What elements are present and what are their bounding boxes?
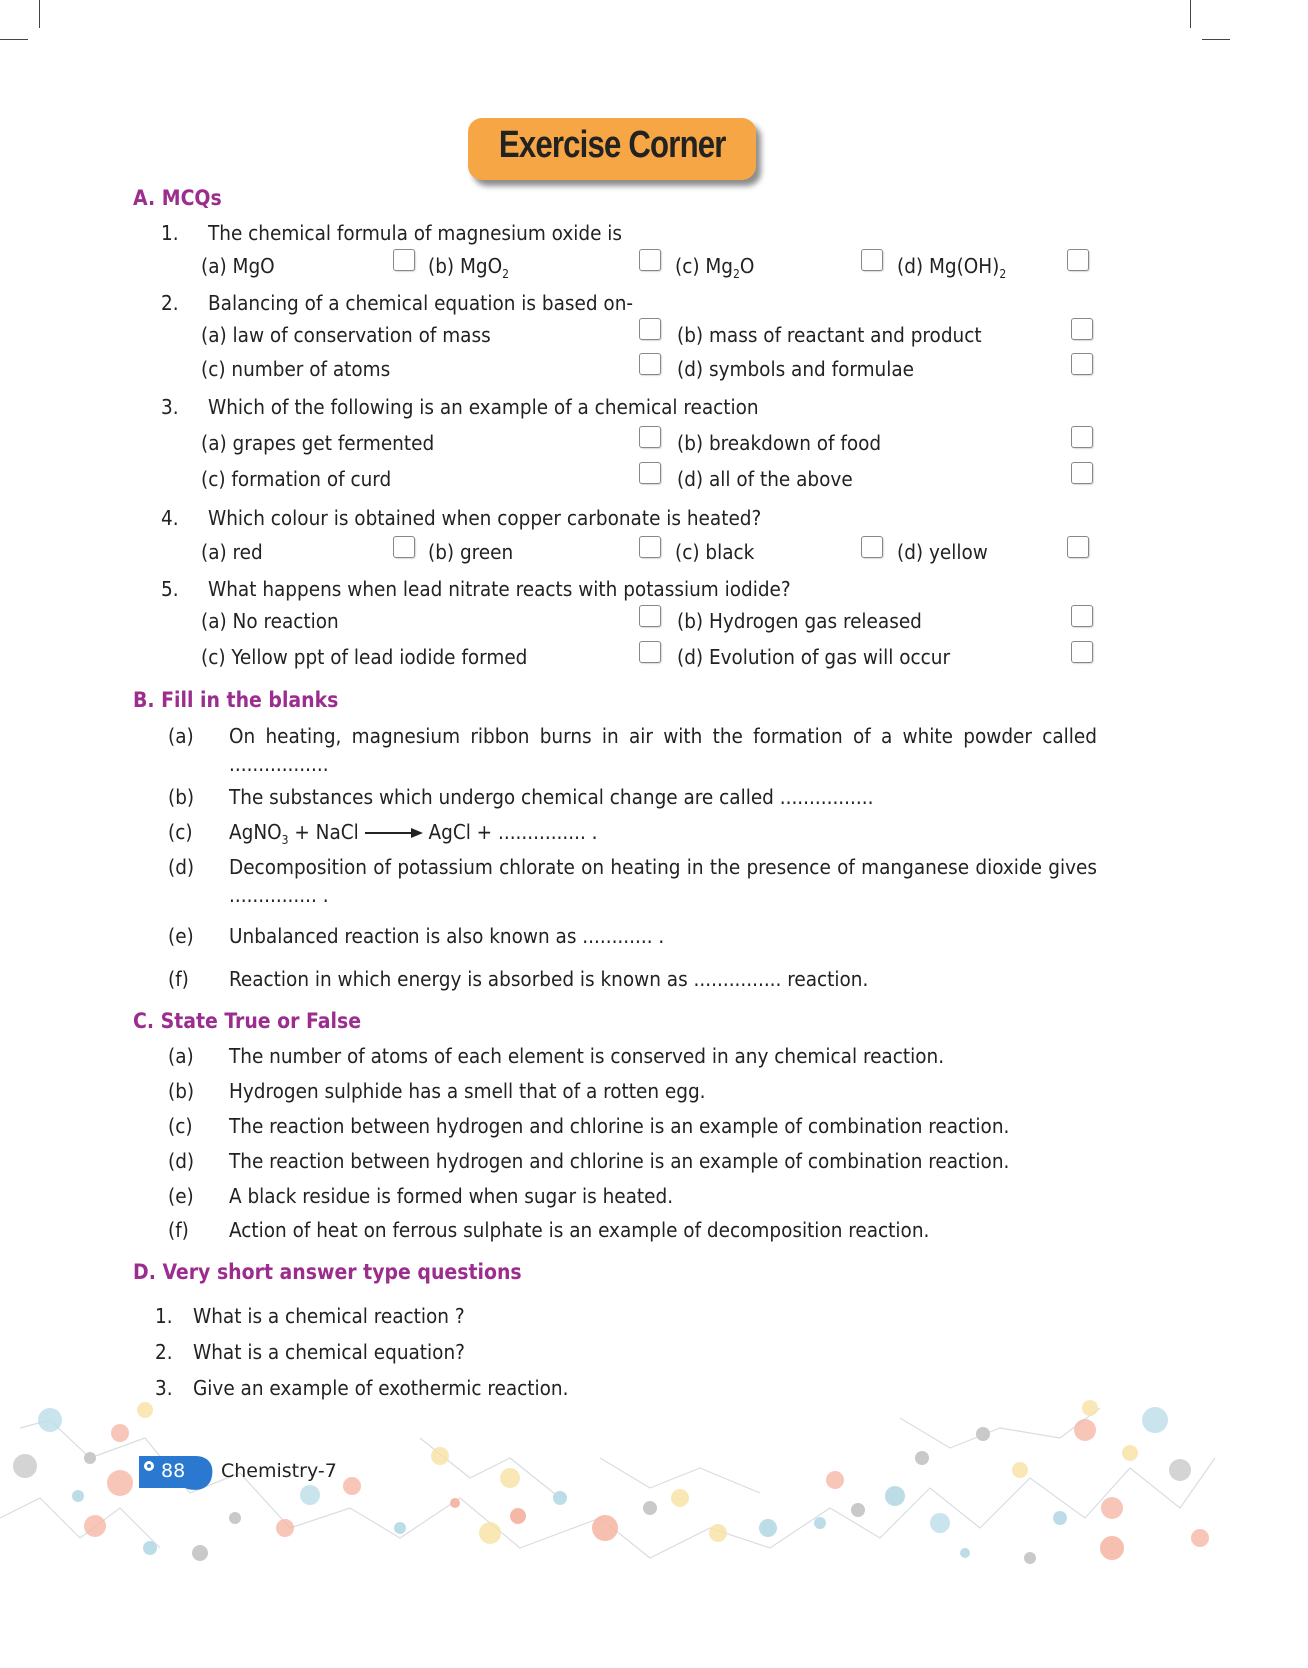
true-false-text: Hydrogen sulphide has a smell that of a rotten egg. [229, 1079, 706, 1103]
answer-checkbox[interactable] [861, 536, 883, 558]
option: (c) $Mg_2O$ [675, 254, 755, 282]
option: (b) MgO$_2$ [428, 254, 509, 282]
item-label: (e) [168, 924, 194, 948]
question-number: 2. [161, 291, 179, 315]
question-number: 4. [161, 506, 179, 530]
fill-blank-text: On heating, magnesium ribbon burns in air with the formation of a white powder called [229, 724, 1097, 748]
answer-checkbox[interactable] [1067, 249, 1089, 271]
short-question-text: What is a chemical equation? [193, 1340, 465, 1364]
item-label: (f) [168, 967, 189, 991]
question-number: 1. [161, 221, 179, 245]
true-false-text: The number of atoms of each element is conserved in any chemical reaction. [229, 1044, 945, 1068]
option: (c) black [675, 540, 755, 564]
question-text: What happens when lead nitrate reacts with potassium iodide? [208, 577, 791, 601]
option: (b) Hydrogen gas released [677, 609, 922, 633]
item-label: (a) [168, 724, 194, 748]
answer-checkbox[interactable] [639, 318, 661, 340]
option: (a) red [201, 540, 263, 564]
true-false-text: A black residue is formed when sugar is heated. [229, 1184, 674, 1208]
crop-mark [0, 39, 28, 40]
answer-checkbox[interactable] [639, 426, 661, 448]
answer-checkbox[interactable] [639, 605, 661, 627]
section-d-heading: D. Very short answer type questions [133, 1260, 522, 1284]
item-label: (f) [168, 1218, 189, 1242]
answer-checkbox[interactable] [393, 536, 415, 558]
page-number-badge [135, 1450, 225, 1492]
answer-checkbox[interactable] [1071, 318, 1093, 340]
answer-checkbox[interactable] [1071, 462, 1093, 484]
answer-checkbox[interactable] [1071, 426, 1093, 448]
section-a-heading: A. MCQs [133, 186, 222, 210]
question-text: The chemical formula of magnesium oxide is [208, 221, 623, 245]
fill-blank-text: Decomposition of potassium chlorate on heating in the presence of manganese dioxide gives [229, 855, 1097, 879]
question-text: Balancing of a chemical equation is based on- [208, 291, 634, 315]
item-label: 2. [155, 1340, 173, 1364]
item-label: (c) [168, 820, 193, 844]
item-label: (a) [168, 1044, 194, 1068]
option: (a) law of conservation of mass [201, 323, 491, 347]
answer-checkbox[interactable] [639, 249, 661, 271]
short-question-text: Give an example of exothermic reaction. [193, 1376, 569, 1400]
answer-checkbox[interactable] [639, 353, 661, 375]
option: (d) $Mg(OH)_2$ [897, 254, 1007, 282]
true-false-text: Action of heat on ferrous sulphate is an example of decomposition reaction. [229, 1218, 930, 1242]
fill-blank-dots: ............... . [229, 883, 329, 907]
question-number: 5. [161, 577, 179, 601]
fill-blank-text: Reaction in which energy is absorbed is known as ............... reaction. [229, 967, 869, 991]
question-number: 3. [161, 395, 179, 419]
item-label: 3. [155, 1376, 173, 1400]
answer-checkbox[interactable] [393, 249, 415, 271]
section-b-heading: B. Fill in the blanks [133, 688, 339, 712]
question-text: Which of the following is an example of a chemical reaction [208, 395, 759, 419]
crop-mark [39, 0, 40, 28]
option: (a) MgO [201, 254, 275, 278]
fill-blank-text: Unbalanced reaction is also known as ............ . [229, 924, 665, 948]
option: (d) yellow [897, 540, 988, 564]
option: (c) Yellow ppt of lead iodide formed [201, 645, 528, 669]
answer-checkbox[interactable] [639, 641, 661, 663]
fill-blank-dots: ................. [229, 752, 329, 776]
fill-blank-text: The substances which undergo chemical change are called ................ [229, 785, 874, 809]
exercise-corner-title [468, 118, 756, 180]
answer-checkbox[interactable] [1071, 353, 1093, 375]
true-false-text: The reaction between hydrogen and chlorine is an example of combination reaction. [229, 1114, 1010, 1138]
option: (b) mass of reactant and product [677, 323, 982, 347]
option: (d) Evolution of gas will occur [677, 645, 951, 669]
option: (c) formation of curd [201, 467, 392, 491]
option: (b) breakdown of food [677, 431, 882, 455]
section-c-heading: C. State True or False [133, 1009, 362, 1033]
option: (b) green [428, 540, 514, 564]
answer-checkbox[interactable] [639, 462, 661, 484]
answer-checkbox[interactable] [1071, 641, 1093, 663]
question-text: Which colour is obtained when copper carbonate is heated? [208, 506, 762, 530]
item-label: (e) [168, 1184, 194, 1208]
option: (a) grapes get fermented [201, 431, 435, 455]
answer-checkbox[interactable] [639, 536, 661, 558]
arrow-icon [365, 827, 423, 839]
fill-blank-equation: AgNO$_3$ + NaCl AgCl + ............... . [229, 820, 598, 848]
short-question-text: What is a chemical reaction ? [193, 1304, 465, 1328]
true-false-text: The reaction between hydrogen and chlorine is an example of combination reaction. [229, 1149, 1010, 1173]
page-number: 88 [161, 1460, 186, 1482]
item-label: (d) [168, 855, 195, 879]
answer-checkbox[interactable] [1067, 536, 1089, 558]
option: (c) number of atoms [201, 357, 391, 381]
crop-mark [1190, 0, 1191, 28]
option: (a) No reaction [201, 609, 339, 633]
item-label: (c) [168, 1114, 193, 1138]
item-label: (b) [168, 785, 195, 809]
book-title: Chemistry-7 [221, 1460, 337, 1482]
option: (d) symbols and formulae [677, 357, 915, 381]
option: (d) all of the above [677, 467, 853, 491]
answer-checkbox[interactable] [861, 249, 883, 271]
item-label: 1. [155, 1304, 173, 1328]
crop-mark [1202, 39, 1230, 40]
item-label: (b) [168, 1079, 195, 1103]
page-title: Exercise Corner [498, 124, 726, 166]
item-label: (d) [168, 1149, 195, 1173]
answer-checkbox[interactable] [1071, 605, 1093, 627]
